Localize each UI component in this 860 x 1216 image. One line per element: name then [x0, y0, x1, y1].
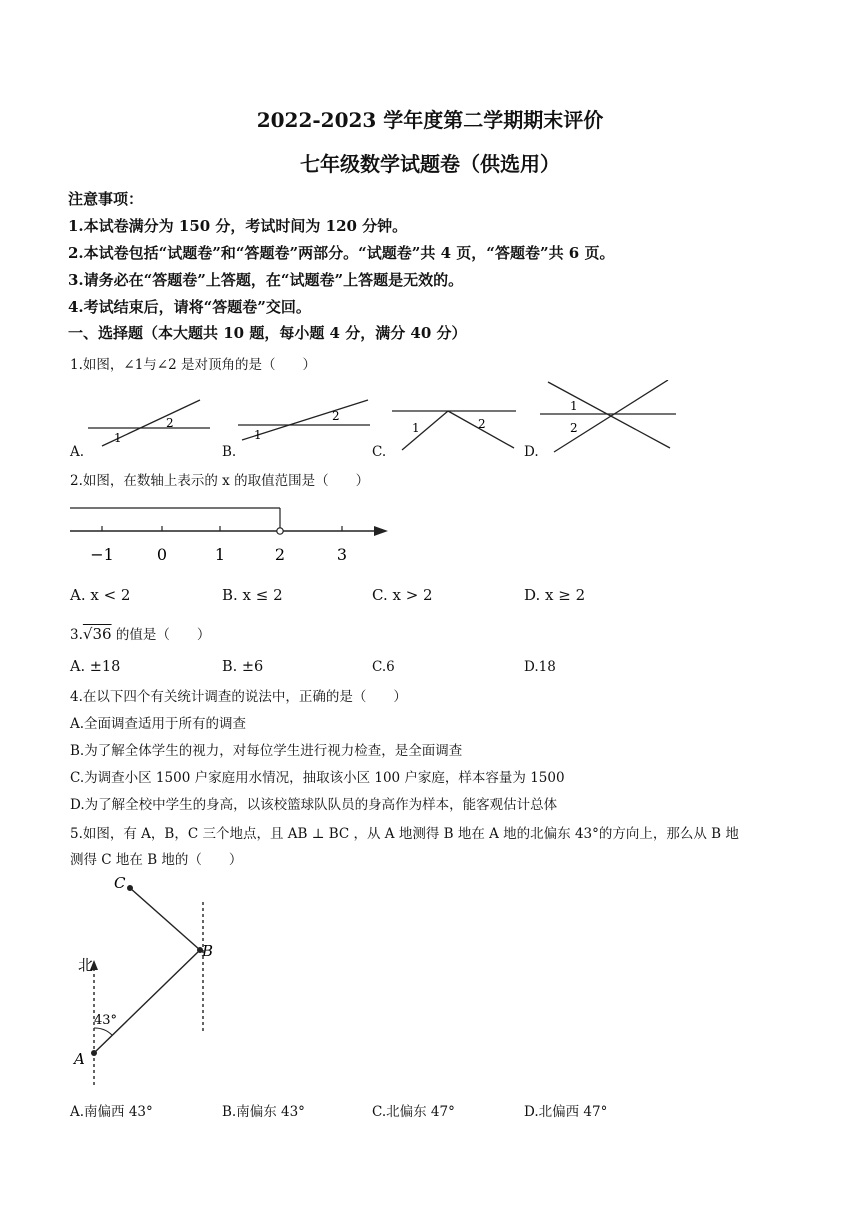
q5-option-c: C.北偏东 47°	[372, 1104, 455, 1120]
q3-radical: √36	[82, 625, 112, 643]
q3-stem-prefix: 3.	[70, 627, 83, 643]
question-1-figures	[70, 380, 850, 462]
q4-option-d: D.为了解全校中学生的身高，以该校篮球队队员的身高作为样本，能客观估计总体	[70, 797, 558, 813]
q2-option-b: B. x ≤ 2	[222, 586, 283, 604]
fig-c-label-2: 2	[478, 417, 486, 431]
point-c	[127, 885, 133, 891]
q4-option-a: A.全面调查适用于所有的调查	[70, 716, 247, 732]
fig-a-label-1: 1	[114, 431, 122, 445]
q3-stem-suffix: 的值是（ ）	[111, 627, 211, 643]
open-endpoint	[277, 528, 283, 534]
tick-label-1: 1	[214, 545, 226, 564]
page-title: 2022-2023 学年度第二学期期末评价	[256, 108, 604, 132]
tick-label-2: 2	[274, 545, 286, 564]
angle-label: 43°	[94, 1013, 118, 1028]
q5-option-b: B.南偏东 43°	[222, 1104, 305, 1120]
number-line	[70, 500, 400, 570]
figure-b	[238, 400, 370, 442]
point-a	[91, 1050, 97, 1056]
q2-option-c: C. x > 2	[372, 586, 433, 604]
q3-option-a: A. ±18	[70, 659, 121, 675]
fig-c-label-1: 1	[412, 421, 420, 435]
question-5-stem-line2: 测得 C 地在 B 地的（ ）	[70, 852, 243, 868]
notice-item-3: 3.请务必在“答题卷”上答题，在“试题卷”上答题是无效的。	[68, 271, 464, 289]
tick-label-3: 3	[336, 545, 348, 564]
q1-option-d: D.	[524, 444, 539, 460]
question-1-stem: 1.如图，∠1与∠2 是对顶角的是（ ）	[70, 357, 316, 373]
section-heading: 一、选择题（本大题共 10 题，每小题 4 分，满分 40 分）	[68, 324, 467, 342]
notice-heading: 注意事项：	[68, 190, 144, 208]
q1-option-b: B.	[222, 444, 237, 460]
figure-d	[540, 380, 676, 452]
q3-option-c: C.6	[372, 659, 395, 675]
q1-option-c: C.	[372, 444, 387, 460]
figure-a	[88, 400, 210, 446]
figure-c	[392, 411, 516, 450]
q4-option-c: C.为调查小区 1500 户家庭用水情况，抽取该小区 100 户家庭，样本容量为 1500	[70, 770, 565, 786]
label-b: B	[202, 942, 214, 960]
fig-d-label-1: 1	[570, 399, 578, 413]
notice-item-2: 2.本试卷包括“试题卷”和“答题卷”两部分。“试题卷”共 4 页，“答题卷”共 6 页。	[68, 244, 615, 262]
notice-item-1: 1.本试卷满分为 150 分，考试时间为 120 分钟。	[68, 217, 408, 235]
q1-option-a: A.	[70, 444, 85, 460]
fig-a-label-2: 2	[166, 416, 174, 430]
label-a: A	[74, 1050, 85, 1068]
north-label: 北	[78, 956, 94, 974]
page-subtitle: 七年级数学试题卷（供选用）	[300, 152, 560, 176]
axis-arrow	[374, 526, 388, 536]
fig-b-label-1: 1	[254, 428, 262, 442]
question-5-stem-line1: 5.如图，有 A，B，C 三个地点，且 AB ⊥ BC ，从 A 地测得 B 地在 A 地的北偏东 43°的方向上，那么从 B 地	[70, 826, 739, 842]
q5-option-d: D.北偏西 47°	[524, 1104, 608, 1120]
fig-b-label-2: 2	[332, 409, 340, 423]
question-4-stem: 4.在以下四个有关统计调查的说法中，正确的是（ ）	[70, 689, 407, 705]
direction-figure	[68, 868, 248, 1090]
q3-option-b: B. ±6	[222, 659, 264, 675]
angle-arc	[94, 1028, 112, 1035]
question-2-stem: 2.如图，在数轴上表示的 x 的取值范围是（ ）	[70, 473, 370, 489]
tick-label-neg1: −1	[90, 545, 114, 564]
q3-option-d: D.18	[524, 659, 556, 675]
q2-option-a: A. x < 2	[70, 586, 131, 604]
q4-option-b: B.为了解全体学生的视力，对每位学生进行视力检查，是全面调查	[70, 743, 463, 759]
segment-ab	[94, 950, 200, 1053]
notice-item-4: 4.考试结束后，请将“答题卷”交回。	[68, 298, 311, 316]
q2-option-d: D. x ≥ 2	[524, 586, 586, 604]
segment-bc	[130, 888, 200, 950]
question-3-stem	[70, 623, 210, 643]
label-c: C	[114, 874, 126, 892]
tick-label-0: 0	[156, 545, 168, 564]
fig-d-label-2: 2	[570, 421, 578, 435]
q5-option-a: A.南偏西 43°	[70, 1104, 153, 1120]
